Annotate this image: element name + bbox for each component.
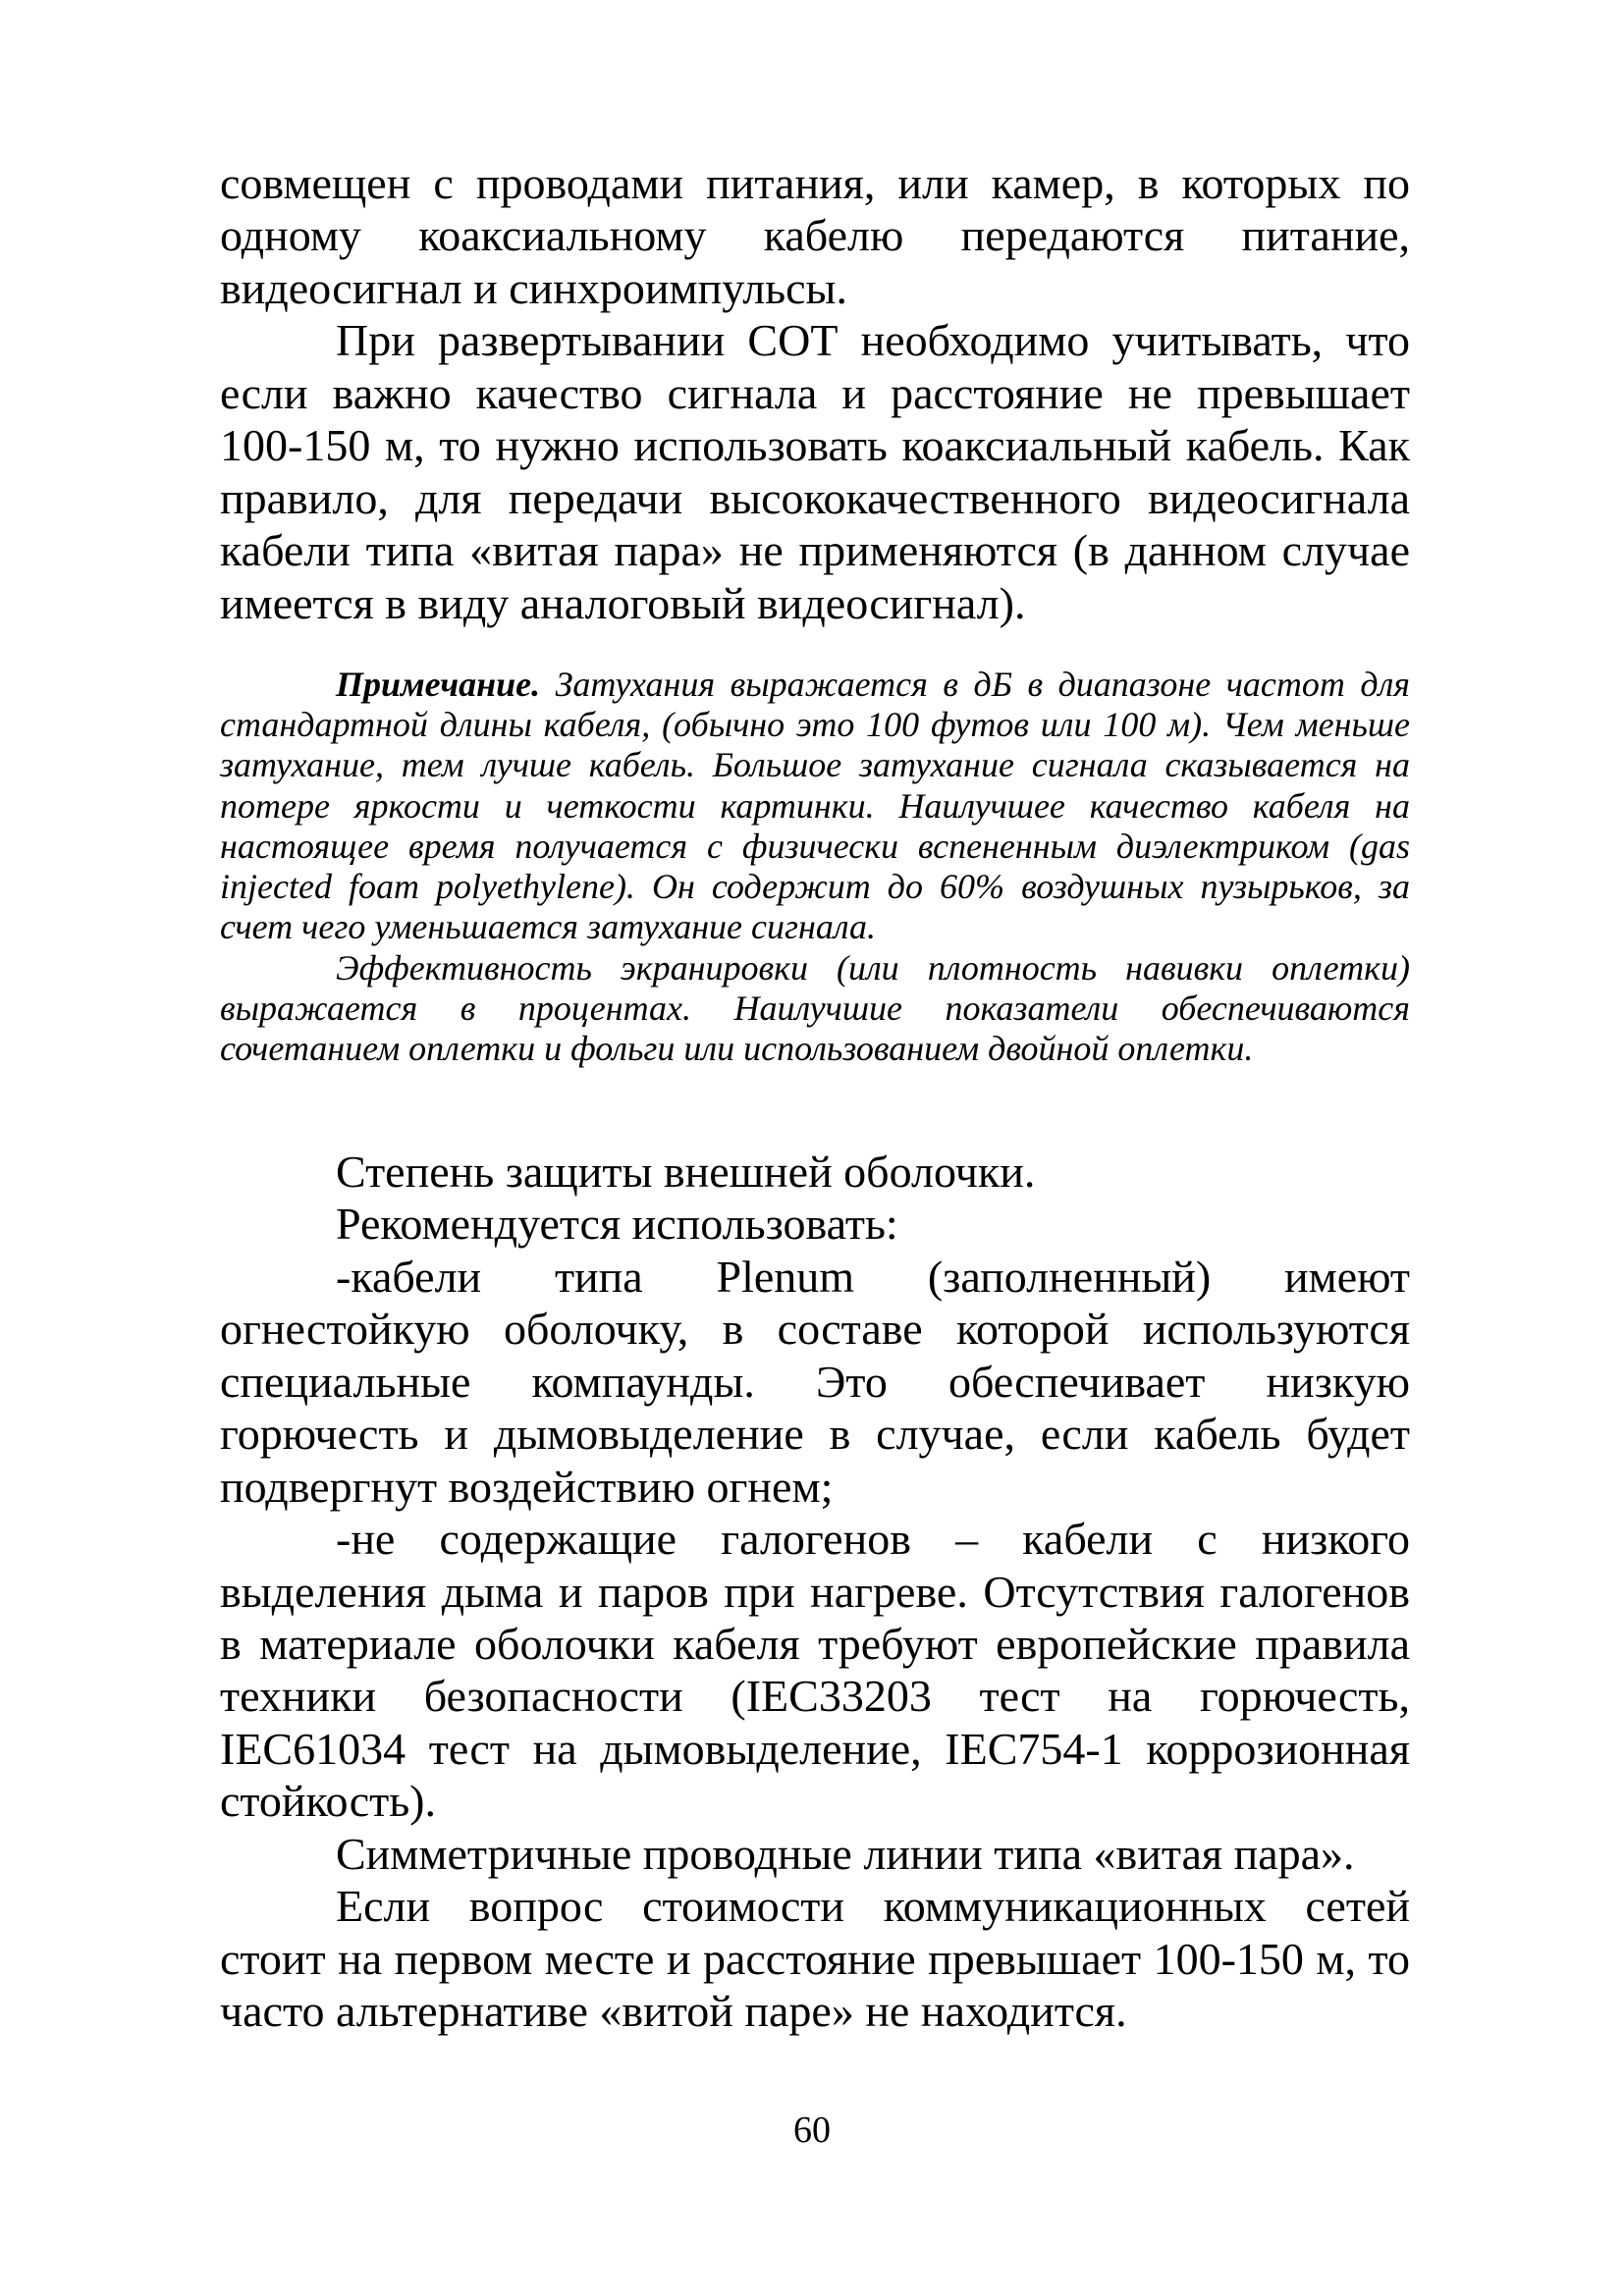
note-block xyxy=(220,665,1410,1069)
top-text-block xyxy=(220,157,1410,629)
note-label: Примечание. xyxy=(336,665,541,704)
paragraph-sheath-protection: Степень защиты внешней оболочки. xyxy=(336,1147,1036,1197)
note-paragraph-attenuation xyxy=(220,665,1410,948)
lower-text-block xyxy=(220,1146,1410,2037)
note-paragraph-shielding: Эффективность экранировки (или плотность навивки оплетки) выражается в процентах. Наилучшие показатели обеспечиваются сочетанием оплетки и фольги или использованием двойной оплетки. xyxy=(220,947,1410,1068)
paragraph-continuation: совмещен с проводами питания, или камер, в которых по одному коаксиальному кабелю передаются питание, видеосигнал и синхроимпульсы. xyxy=(220,158,1410,313)
paragraph-coaxial-cable: При развертывании СОТ необходимо учитывать, что если важно качество сигнала и расстояние не превышает 100-150 м, то нужно использовать коаксиальный кабель. Как правило, для передачи высококачественного видеосигнала кабели типа «витая пара» не применяются (в данном случае имеется в виду аналоговый видеосигнал). xyxy=(220,315,1410,628)
paragraph-recommended: Рекомендуется использовать: xyxy=(336,1199,898,1250)
paragraph-twisted-pair-heading: Симметричные проводные линии типа «витая пара». xyxy=(336,1828,1355,1879)
paragraph-cost: Если вопрос стоимости коммуникационных сетей стоит на первом месте и расстояние превышает 100-150 м, то часто альтернативе «витой паре» не находится. xyxy=(220,1881,1410,2036)
page-number: 60 xyxy=(793,2109,831,2151)
paragraph-plenum: -кабели типа Plenum (заполненный) имеют огнестойкую оболочку, в составе которой используются специальные компаунды. Это обеспечивает низкую горючесть и дымовыделение в случае, если кабель будет подвергнут воздействию огнем; xyxy=(220,1251,1410,1512)
note-text-attenuation: Затухания выражается в дБ в диапазоне частот для стандартной длины кабеля, (обычно это 100 футов или 100 м). Чем меньше затухание, тем лучше кабель. Большое затухание сигнала сказывается на потере яркости и четкости картинки. Наилучшее качество кабеля на настоящее время получается с физически вспененным диэлектриком (gas injected foam polyethylene). Он содержит до 60% воздушных пузырьков, за счет чего уменьшается затухание сигнала. xyxy=(220,665,1410,947)
paragraph-halogen-free: -не содержащие галогенов – кабели с низкого выделения дыма и паров при нагреве. Отсутствия галогенов в материале оболочки кабеля требуют европейские правила техники безопасности (IEC33203 тест на горючесть, IEC61034 тест на дымовыделение, IEC754-1 коррозионная стойкость). xyxy=(220,1514,1410,1827)
